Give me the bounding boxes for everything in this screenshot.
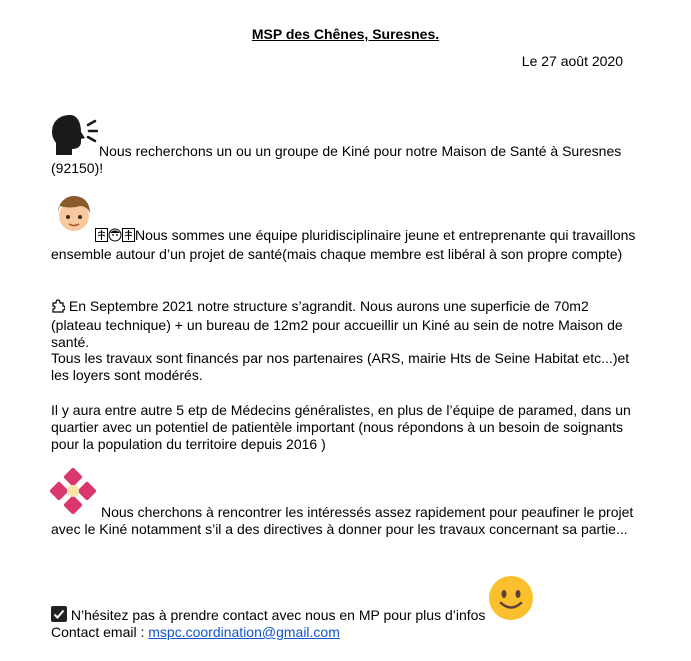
paragraph-contact-text: N’hésitez pas à prendre contact avec nous en MP pour plus d’infos (70, 607, 486, 623)
document-date: Le 27 août 2020 (521, 53, 623, 69)
paragraph-recherche: Nous recherchons un ou un groupe de Kiné pour notre Maison de Santé à Suresnes (92150)! (51, 143, 622, 176)
contact-email-label: Contact email : (51, 624, 149, 640)
medical-symbol-icon (122, 228, 135, 246)
paragraph-contact-hesitez (51, 606, 641, 626)
check-mark-button-icon (51, 606, 67, 626)
paragraph-travaux: Tous les travaux sont financés par nos partenaires (ARS, mairie Hts de Seine Habitat etc...)et les loyers sont modérés. (51, 350, 630, 383)
paragraph-septembre (51, 298, 641, 351)
paragraph-rencontre: Nous cherchons à rencontrer les intéressés assez rapidement pour peaufiner le projet avec le Kiné notamment s’il a des directives à donner pour les travaux concernant sa partie... (51, 504, 634, 537)
contact-email-line (51, 624, 641, 641)
person-face-icon (108, 228, 122, 246)
puzzle-icon (51, 299, 65, 317)
medical-symbol-icon (95, 228, 108, 246)
paragraph-equipe-text: Nous sommes une équipe pluridisciplinaire jeune et entreprenante qui travaillons ensemble autour d’un projet de santé(mais chaque membre est libéral à son propre compte) (51, 227, 636, 262)
paragraph-equipe (51, 227, 641, 263)
document-title: MSP des Chênes, Suresnes. (251, 26, 440, 42)
paragraph-septembre-text: En Septembre 2021 notre structure s’agrandit. Nous aurons une superficie de 70m2 (plateau technique) + un bureau de 12m2 pour accueillir un Kiné au sein de notre Maison de santé. (51, 298, 623, 350)
contact-email-link[interactable]: mspc.coordination@gmail.com (148, 624, 340, 640)
paragraph-medecins: Il y aura entre autre 5 etp de Médecins généralistes, en plus de l’équipe de paramed, dans un quartier avec un potentiel de patientèle important (nous répondons à un besoin de soignants pour la population du territoire depuis 2016 ) (51, 402, 631, 452)
